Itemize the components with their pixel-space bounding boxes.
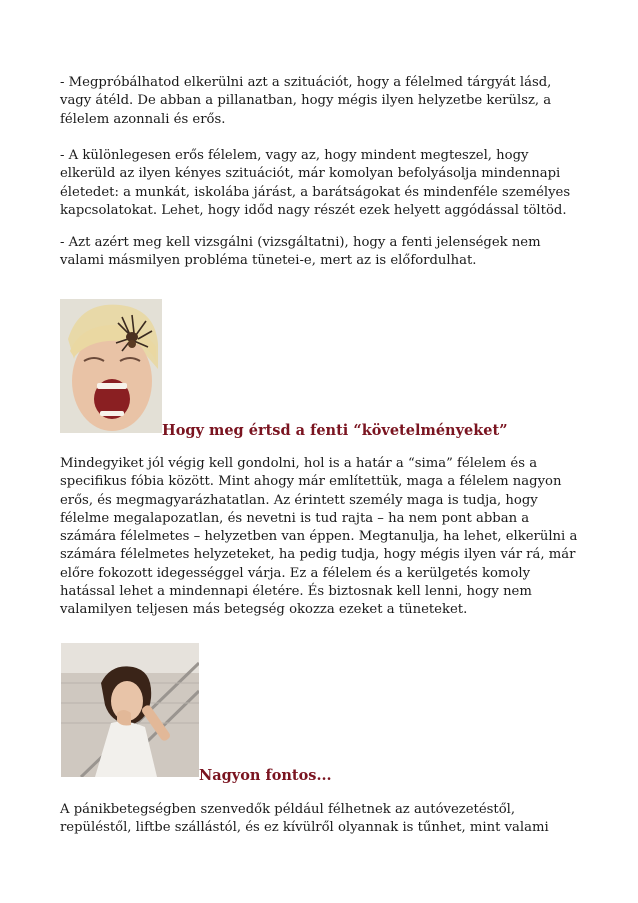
paragraph-phobia-boundary: Mindegyiket jól végig kell gondolni, hol is a határ a “sima” félelem és a specifikus fóbia között. Mint ahogy már említettük, maga a félelem nagyon erős, és megmagyarázhatatlan. Az érintett személy maga is tudja, hogy félelme megalapozatlan, és nevetni is tud rajta – ha nem pont abban a számára félelmetes – helyzetben van éppen. Megtanulja, ha lehet, elkerülni a számára félelmetes helyzeteket, ha pedig tudja, hogy mégis ilyen vár rá, már előre fokozott idegességgel várja. Ez a félelem és a kerülgetés komoly hatással lehet a mindennapi életére. És biztosnak kell lenni, hogy nem valamilyen teljesen más betegség okozza ezeket a tüneteket.: [60, 456, 578, 618]
paragraph-intense-fear: - A különlegesen erős félelem, vagy az, hogy mindent megteszel, hogy elkerüld az ilyen kényes szituációt, már komolyan befolyásolja mindennapi életedet: a munkát, iskolába járást, a barátságokat és mindenféle személyes kapcsolatokat. Lehet, hogy időd nagy részét ezek helyett aggódással töltöd.: [60, 148, 571, 218]
anxious-woman-escalator-photo: [61, 643, 199, 777]
section-heading-important: Nagyon fontos...: [199, 767, 332, 784]
section-heading-requirements: Hogy meg értsd a fenti “követelményeket”: [162, 422, 508, 439]
paragraph-panic-disorder: A pánikbetegségben szenvedők például félhetnek az autóvezetéstől, repüléstől, liftbe szállástól, és ez kívülről olyannak is tűnhet, mint valami: [60, 802, 549, 836]
screaming-woman-spider-photo: [60, 299, 162, 433]
paragraph-examine: - Azt azért meg kell vizsgálni (vizsgáltatni), hogy a fenti jelenségek nem valami másmilyen probléma tünetei-e, mert az is előfordulhat.: [60, 235, 541, 269]
paragraph-avoidance: - Megpróbálhatod elkerülni azt a szituációt, hogy a félelmed tárgyát lásd, vagy átéld. De abban a pillanatban, hogy mégis ilyen helyzetbe kerülsz, a félelem azonnali és erős.: [60, 75, 552, 127]
